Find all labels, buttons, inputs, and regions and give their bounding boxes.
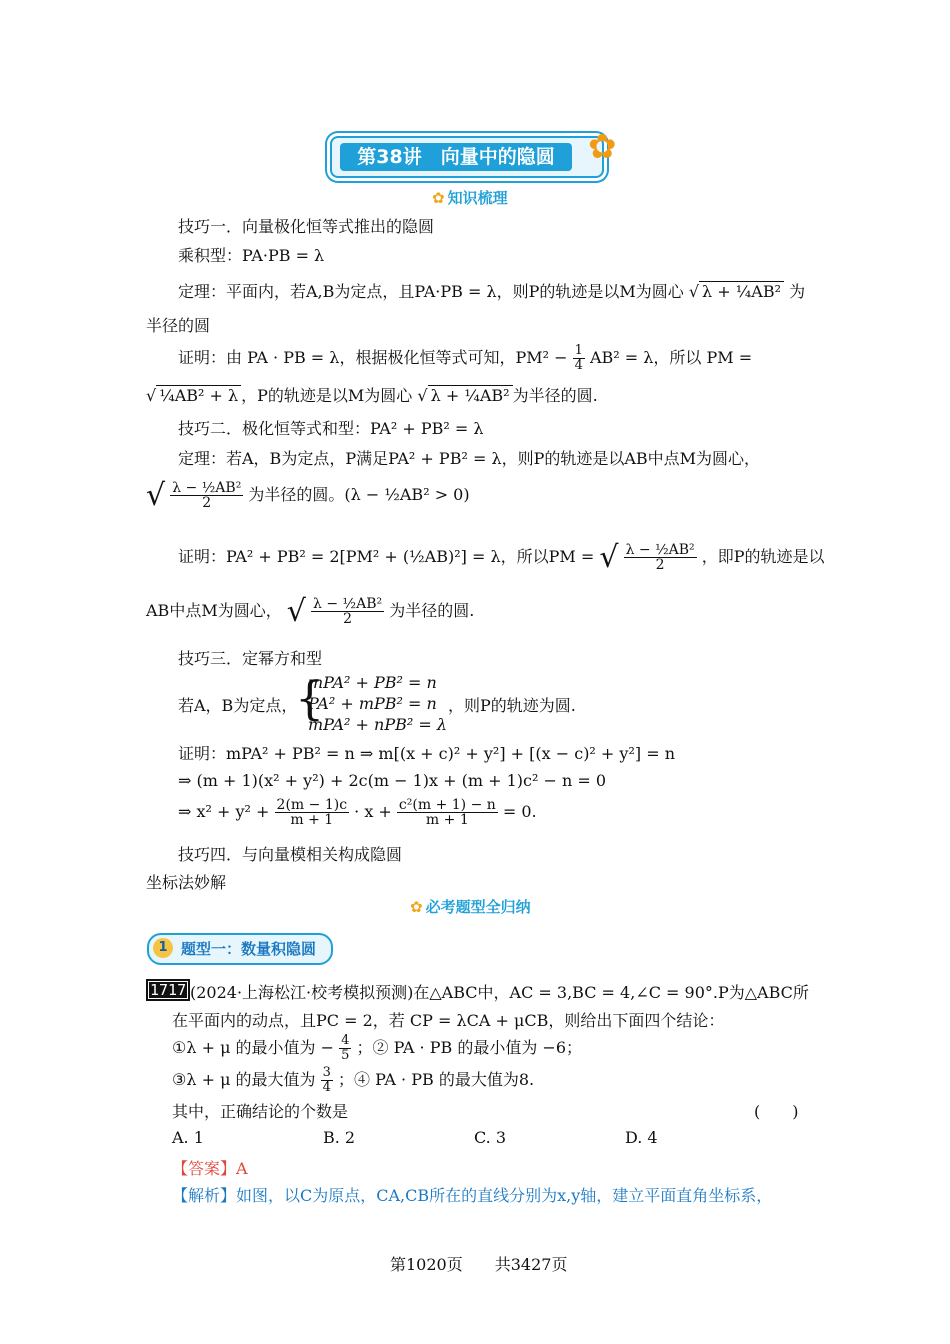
question-number: 1717 <box>146 979 190 1001</box>
flower-icon: ✿ <box>432 189 445 207</box>
technique-4: 技巧四．与向量模相关构成隐圆 <box>178 845 403 864</box>
answer-paren: ( ) <box>754 1102 799 1121</box>
proof-3-line3: ⇒ x² + y² + $\frac{2(m - 1)c}{m + 1}$ · x + $\frac{\text{c²(m + 1) − n}}{m + 1}$ = 0. <box>178 797 537 828</box>
section-knowledge-heading: ✿ 知识梳理 <box>432 189 508 207</box>
proof-2-cont: AB中点M为圆心， √ $\frac{\text{λ − ½AB²}}{2}$ 为半径的圆. <box>146 594 475 629</box>
analysis: 【解析】如图，以C为原点，CA,CB所在的直线分别为x,y轴，建立平面直角坐标系， <box>172 1186 773 1205</box>
option-a: A. 1 <box>172 1128 204 1147</box>
option-c: C. 3 <box>474 1128 507 1147</box>
technique-3: 技巧三．定幂方和型 <box>178 649 323 668</box>
lecture-title-box <box>330 136 604 178</box>
answer: 【答案】A <box>172 1159 248 1178</box>
product-type-formula: PA·PB = λ <box>242 246 325 265</box>
flower-icon: ✿ <box>588 127 617 167</box>
lecture-title: 第38讲 向量中的隐圆 <box>340 143 572 171</box>
proof-3-line2: ⇒ (m + 1)(x² + y²) + 2c(m − 1)x + (m + 1)c² − n = 0 <box>178 771 607 790</box>
question-line-1: (2024·上海松江·校考模拟预测)在△ABC中，AC = 3,BC = 4,∠C = 90°.P为△ABC所 <box>190 983 809 1002</box>
theorem-3-post: ，则P的轨迹为圆. <box>448 696 576 715</box>
question-line-4: ③λ + μ 的最大值为 $\frac{3}{4}$ ；④ PA · PB 的最大值为8. <box>172 1065 535 1095</box>
theorem-1: 定理：平面内，若A,B为定点，且PA·PB = λ，则P的轨迹是以M为圆心 √ λ + ¼AB² 为 <box>178 282 806 301</box>
page-footer: 第1020页 共3427页 <box>390 1255 568 1274</box>
brace: { <box>295 671 325 725</box>
type-1-badge <box>147 933 333 965</box>
proof-1: 证明：由 PA · PB = λ，根据极化恒等式可知，PM² − $\frac{1}{4}$ AB² = λ，所以 PM = <box>178 343 753 373</box>
question-line-2: 在平面内的动点，且PC = 2，若 CP = λCA + μCB，则给出下面四个结论： <box>172 1011 725 1030</box>
question-line-5: 其中，正确结论的个数是 <box>172 1102 349 1121</box>
flower-icon: ✿ <box>410 898 423 916</box>
proof-2: 证明：PA² + PB² = 2[PM² + (½AB)²] = λ，所以PM = √ $\frac{\text{λ − ½AB²}}{2}$ ，即P的轨迹是以 <box>178 540 825 575</box>
coordinate-method: 坐标法妙解 <box>146 873 227 892</box>
type-number: 1 <box>153 938 173 958</box>
option-d: D. 4 <box>625 1128 658 1147</box>
proof-3-line1: 证明：mPA² + PB² = n ⇒ m[(x + c)² + y²] + [(x − c)² + y²] = n <box>178 744 676 763</box>
equation-system: mPA² + PB² = n PA² + mPB² = n mPA² + nPB² = λ <box>308 673 447 734</box>
type-label: 题型一：数量积隐圆 <box>181 940 317 958</box>
proof-1-cont: √ ¼AB² + λ ，P的轨迹是以M为圆心 √ λ + ¼AB² 为半径的圆. <box>146 386 598 405</box>
technique-1: 技巧一．向量极化恒等式推出的隐圆 <box>178 217 435 236</box>
theorem-3: 若A，B为定点， <box>178 696 298 715</box>
product-type: 乘积型：PA·PB = λ <box>178 246 325 265</box>
section-types-heading: ✿ 必考题型全归纳 <box>410 898 531 916</box>
theorem-2: 定理：若A，B为定点，P满足PA² + PB² = λ，则P的轨迹是以AB中点M为圆心， <box>178 449 761 468</box>
technique-2: 技巧二．极化恒等式和型：PA² + PB² = λ <box>178 419 484 438</box>
theorem-1-cont: 半径的圆 <box>146 316 211 335</box>
option-b: B. 2 <box>323 1128 356 1147</box>
theorem-2-cont: √ $\frac{\text{λ − ½AB²}}{2}$ 为半径的圆。(λ − ½AB² > 0) <box>146 478 470 513</box>
question-line-3: ①λ + μ 的最小值为 − $\frac{4}{5}$ ；② PA · PB 的最小值为 −6； <box>172 1033 582 1063</box>
